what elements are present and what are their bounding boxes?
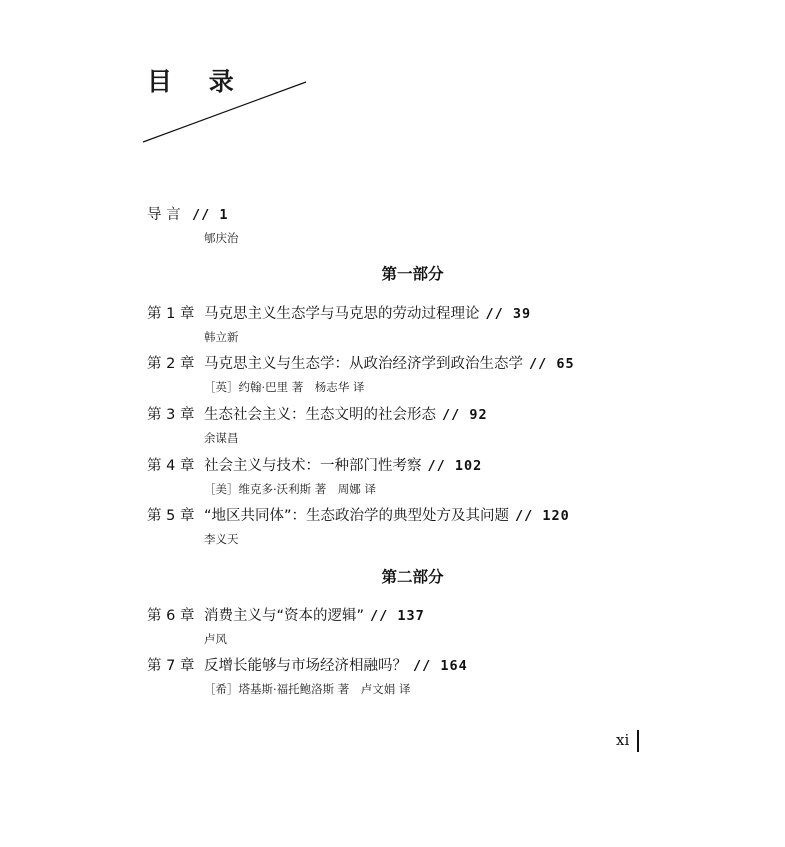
entry-author: 郇庆治: [204, 231, 239, 245]
chapter-title: “地区共同体”：生态政治学的典型处方及其问题: [204, 508, 510, 524]
folio-page-number: xi: [616, 731, 630, 749]
chapter-title: 马克思主义与生态学：从政治经济学到政治生态学: [204, 356, 523, 372]
chapter-number: 第 1 章: [147, 306, 195, 322]
toc-entry-chapter-4[interactable]: [147, 455, 707, 498]
page-number: // 120: [515, 508, 570, 524]
entry-author: ［美］维克多·沃利斯 著 周娜 译: [204, 482, 376, 496]
page-number: // 1: [192, 207, 229, 223]
page-number: // 65: [529, 356, 575, 372]
chapter-number: 第 3 章: [147, 407, 195, 423]
page-number: // 164: [413, 658, 468, 674]
chapter-title: 反增长能够与市场经济相融吗？: [204, 658, 407, 674]
entry-author: ［英］约翰·巴里 著 杨志华 译: [204, 380, 365, 394]
toc-entry-chapter-1[interactable]: [147, 303, 707, 346]
chapter-number: 第 2 章: [147, 356, 195, 372]
chapter-number: 第 7 章: [147, 658, 195, 674]
toc-entry-intro[interactable]: [147, 204, 707, 247]
entry-author: 余谋昌: [204, 431, 239, 445]
entry-author: ［希］塔基斯·福托鲍洛斯 著 卢文娟 译: [204, 682, 411, 696]
entry-author: 李义天: [204, 532, 239, 546]
chapter-title: 马克思主义生态学与马克思的劳动过程理论: [204, 306, 480, 322]
page-number: // 137: [370, 608, 425, 624]
page-number: // 92: [442, 407, 488, 423]
chapter-title: 社会主义与技术：一种部门性考察: [204, 458, 422, 474]
part-heading-1: 第一部分: [381, 265, 444, 283]
entry-author: 韩立新: [204, 330, 239, 344]
part-heading-2: 第二部分: [381, 568, 444, 586]
folio-rule: [637, 730, 639, 752]
page-number: // 102: [427, 458, 483, 474]
toc-entry-chapter-6[interactable]: [147, 605, 707, 648]
page-title: 目 录: [147, 67, 248, 96]
chapter-number: 第 4 章: [147, 458, 195, 474]
toc-entry-chapter-3[interactable]: [147, 404, 707, 447]
toc-entry-chapter-7[interactable]: [147, 655, 707, 698]
toc-entry-chapter-2[interactable]: [147, 353, 707, 396]
title-rule: [140, 78, 310, 148]
intro-label: 导 言: [147, 207, 181, 223]
chapter-number: 第 6 章: [147, 608, 195, 624]
chapter-number: 第 5 章: [147, 508, 195, 524]
toc-entry-chapter-5[interactable]: [147, 505, 707, 548]
chapter-title: 消费主义与“资本的逻辑”: [204, 608, 365, 624]
chapter-title: 生态社会主义：生态文明的社会形态: [204, 407, 436, 423]
entry-author: 卢风: [204, 632, 227, 646]
page-number: // 39: [485, 306, 532, 322]
